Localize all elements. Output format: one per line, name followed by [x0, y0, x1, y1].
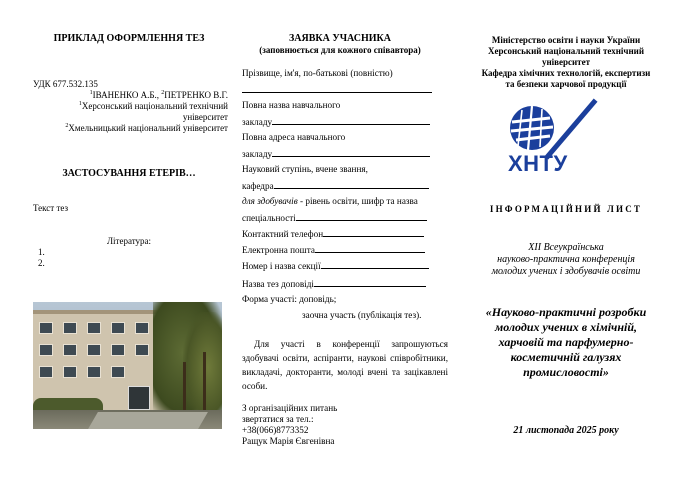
- field-phone[interactable]: [242, 228, 448, 240]
- field-institution-label2: закладу: [242, 117, 273, 127]
- field-email-label: Електронна пошта: [242, 245, 315, 255]
- reference-item: 1.: [38, 247, 45, 257]
- field-institution[interactable]: [242, 116, 448, 128]
- field-specialty-label: спеціальності: [242, 213, 296, 223]
- field-abstract-title-label: Назва тез доповіді: [242, 279, 314, 289]
- affiliation2-superscript: 2: [65, 123, 69, 129]
- field-department-label: кафедра: [242, 181, 274, 191]
- department-line1: Кафедра хімічних технологій, експертизи: [481, 68, 651, 78]
- affiliation1-line2: університет: [182, 112, 228, 122]
- contact-text-1: З організаційних питань: [242, 403, 338, 413]
- university-name-line2: університет: [541, 57, 591, 67]
- field-full-name-label: Прізвище, ім'я, по-батькові (повністю): [242, 68, 393, 78]
- author2-name: ПЕТРЕНКО В.Г.: [164, 90, 228, 100]
- university-name-line1: Херсонський національний технічний: [487, 46, 645, 56]
- field-full-name[interactable]: [242, 84, 448, 96]
- contact-text-2: звертатися за тел.:: [242, 414, 314, 424]
- conference-audience: молодих учених і здобувачів освіти: [491, 266, 641, 277]
- field-department[interactable]: [242, 180, 448, 192]
- example-column: [0, 0, 228, 479]
- conference-topic-line5: промисловості»: [523, 365, 609, 379]
- department-line2: та безпеки харчової продукції: [505, 79, 627, 89]
- university-building-photo: [33, 302, 222, 429]
- form-subtitle: (заповнюється для кожного співавтора): [259, 45, 421, 55]
- education-level-text: - рівень освіти, шифр та назва: [297, 196, 418, 206]
- khntu-logo: [498, 94, 602, 186]
- field-address-label2: закладу: [242, 149, 273, 159]
- field-phone-label: Контактний телефон: [242, 229, 324, 239]
- references-title: Література:: [106, 236, 152, 246]
- field-specialty[interactable]: [242, 212, 448, 224]
- author2-superscript: 2: [161, 90, 165, 96]
- for-seekers-italic: для здобувачів: [242, 196, 298, 206]
- invitation-paragraph: Для участі в конференції запрошуються здобувачі освіти, аспіранти, наукові співробітники, викладачі, докторанти, молоді вчені та зацікавлені особи.: [242, 339, 448, 391]
- conference-type: науково-практична конференція: [497, 254, 635, 265]
- conference-number: XII Всеукраїнська: [528, 242, 604, 253]
- form-title: ЗАЯВКА УЧАСНИКА: [288, 33, 392, 44]
- field-degree-label: Науковий ступінь, вчене звання,: [242, 164, 368, 174]
- abstract-text: Текст тез: [33, 203, 69, 213]
- affiliation1-text: Херсонський національний технічний: [81, 101, 228, 111]
- affiliation1-line1: [33, 101, 228, 112]
- affiliation2-line: [33, 123, 228, 134]
- conference-topic-line3: харчовій та парфумерно-: [498, 335, 634, 349]
- field-section[interactable]: [242, 260, 448, 272]
- affiliation2-text: Хмельницький національний університет: [68, 123, 228, 133]
- field-address-label: Повна адреса навчального: [242, 132, 346, 142]
- conference-date: 21 листопада 2025 року: [513, 425, 619, 436]
- info-letter-title: ІНФОРМАЦІЙНИЙ ЛИСТ: [489, 204, 643, 214]
- authors-line: [33, 90, 228, 101]
- field-address[interactable]: [242, 148, 448, 160]
- udc-code: УДК 677.532.135: [33, 79, 98, 89]
- example-heading: ПРИКЛАД ОФОРМЛЕННЯ ТЕЗ: [53, 33, 205, 44]
- participation-form-label: Форма участі: доповідь;: [242, 294, 337, 304]
- contact-person: Ращук Марія Євгенівна: [242, 436, 335, 446]
- reference-item: 2.: [38, 258, 45, 268]
- logo-text: ХНТУ: [508, 151, 568, 176]
- field-email[interactable]: [242, 244, 448, 256]
- field-abstract-title[interactable]: [242, 278, 448, 290]
- author1-superscript: 1: [89, 90, 93, 96]
- field-section-label: Номер і назва секції: [242, 261, 321, 271]
- conference-topic-line2: молодих учених в хімічній,: [494, 320, 638, 334]
- field-education-level-label: [242, 196, 448, 207]
- contact-phone: +38(066)8773352: [242, 425, 309, 435]
- application-form-column: [228, 0, 452, 479]
- conference-topic-line4: косметичній галузях: [510, 350, 622, 364]
- abstract-title: ЗАСТОСУВАННЯ ЕТЕРІВ…: [62, 168, 196, 179]
- affiliation1-superscript: 1: [78, 101, 82, 107]
- field-institution-label: Повна назва навчального: [242, 100, 341, 110]
- author1-name: ІВАНЕНКО А.Б.,: [92, 90, 162, 100]
- info-column: [452, 0, 680, 479]
- conference-topic-line1: «Науково-практичні розробки: [485, 305, 647, 319]
- participation-remote: заочна участь (публікація тез).: [302, 310, 422, 320]
- ministry-name: Міністерство освіти і науки України: [491, 35, 641, 45]
